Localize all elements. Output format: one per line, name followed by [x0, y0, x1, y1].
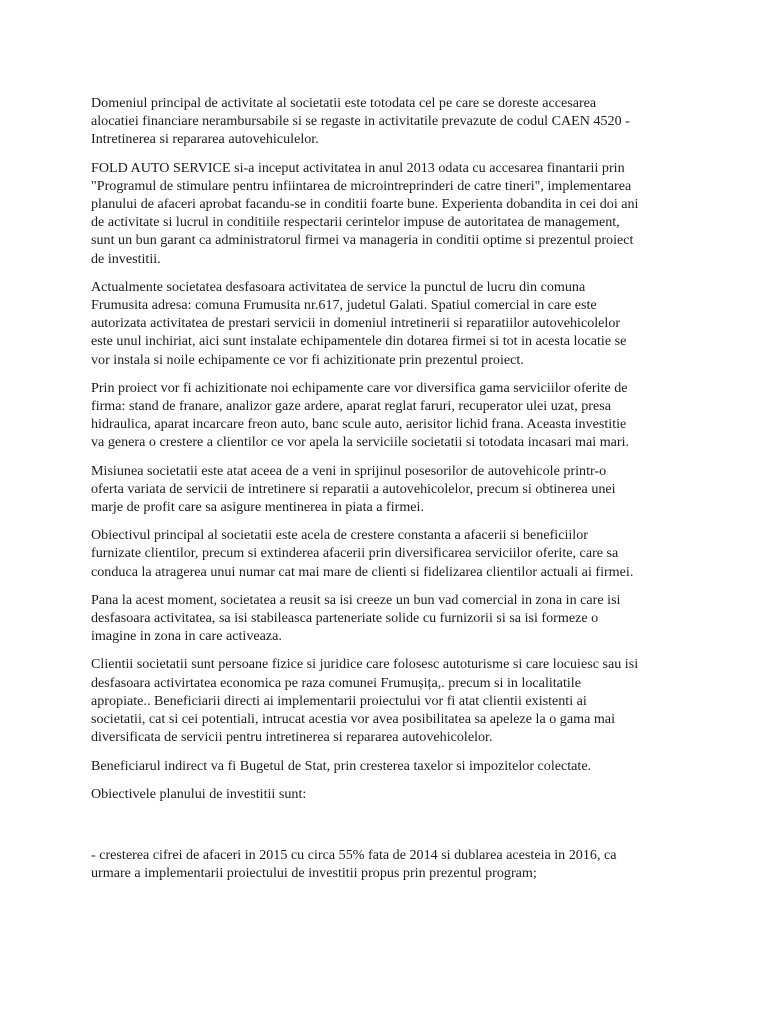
paragraph-mission: Misiunea societatii este atat aceea de a veni in sprijinul posesorilor de autovehicole printr-o oferta variata de servicii de intretinere si reparatii a autovehicolelor, precum si obtinerea unei marje de profit care sa asigure mentinerea in piata a firmei.: [91, 462, 616, 516]
paragraph-indirect-beneficiary: Beneficiarul indirect va fi Bugetul de Stat, prin cresterea taxelor si impozitelor colectate.: [91, 757, 592, 774]
paragraph-objectives-heading: Obiectivele planului de investitii sunt:: [91, 785, 307, 802]
paragraph-main-objective: Obiectivul principal al societatii este acela de crestere constanta a afacerii si beneficiilor furnizate clientilor, precum si extinderea afacerii prin diversificarea serviciilor oferite, care sa conduca la atragerea unui numar cat mai mare de clienti si fidelizarea clientilor actuali ai firmei.: [91, 527, 634, 580]
paragraph-company-history: FOLD AUTO SERVICE si-a inceput activitatea in anul 2013 odata cu accesarea finantarii prin "Programul de stimulare pentru infiintarea de microintreprinderi de catre tineri", implementarea planului de afaceri aprobat facandu-se in conditii foarte bune. Experienta dobandita in cei doi ani de activitate si lucrul in conditiile respectarii cerintelor impuse de autoritatea de management, sunt un bun garant ca administratorul firmei va manageria in conditii optime si prezentul proiect de investitii.: [91, 159, 639, 267]
paragraph-clients: Clientii societatii sunt persoane fizice si juridice care folosesc autoturisme si care locuiesc sau isi desfasoara activirtatea economica pe raza comunei Frumușița,. precum si in localitatile apropiate.. Beneficiarii directi ai implementarii proiectului vor fi atat clientii existenti ai societatii, cat si cei potentiali, intrucat acestia vor avea posibilitatea sa apeleze la o gama mai diversificata de servicii pentru intretinerea si repararea autovehicolelor.: [91, 656, 639, 746]
paragraph-commercial-presence: Pana la acest moment, societatea a reusit sa isi creeze un bun vad comercial in zona in care isi desfasoara activitatea, sa isi stabileasca parteneriate solide cu furnizorii si sa isi formeze o imagine in zona in care activeaza.: [91, 591, 621, 645]
paragraph-work-location: Actualmente societatea desfasoara activitatea de service la punctul de lucru din comuna Frumusita adresa: comuna Frumusita nr.617, judetul Galati. Spatiul comercial in care este autorizata activitatea de prestari servicii in domeniul intretinerii si reparatiilor autovehicolelor este unul inchiriat, aici sunt instalate echipamentele din dotarea firmei si tot in acesta locatie se vor instala si noile echipamente ce vor fi achizitionate prin prezentul proiect.: [91, 278, 627, 368]
blank-spacer: [91, 813, 728, 846]
paragraph-caen-activity: Domeniul principal de activitate al societatii este totodata cel pe care se doreste accesarea alocatiei financiare nerambursabile si se regaste in activitatile prevazute de codul CAEN 4520 - Intretinerea si repararea autovehiculelor.: [91, 95, 630, 148]
paragraph-equipment: Prin proiect vor fi achizitionate noi echipamente care vor diversifica gama serviciilor oferite de firma: stand de franare, analizor gaze ardere, aparat reglat faruri, recuperator ulei uzat, presa hidraulica, aparat incarcare freon auto, banc scule auto, aerisitor lichid frana. Aceasta investitie va genera o crestere a clientilor ce vor apela la serviciile societatii si totodata incasari mai mari.: [91, 379, 630, 451]
list-item-objective: - cresterea cifrei de afaceri in 2015 cu circa 55% fata de 2014 si dublarea acesteia in 2016, ca urmare a implementarii proiectului de investitii propus prin prezentul program;: [91, 846, 617, 882]
